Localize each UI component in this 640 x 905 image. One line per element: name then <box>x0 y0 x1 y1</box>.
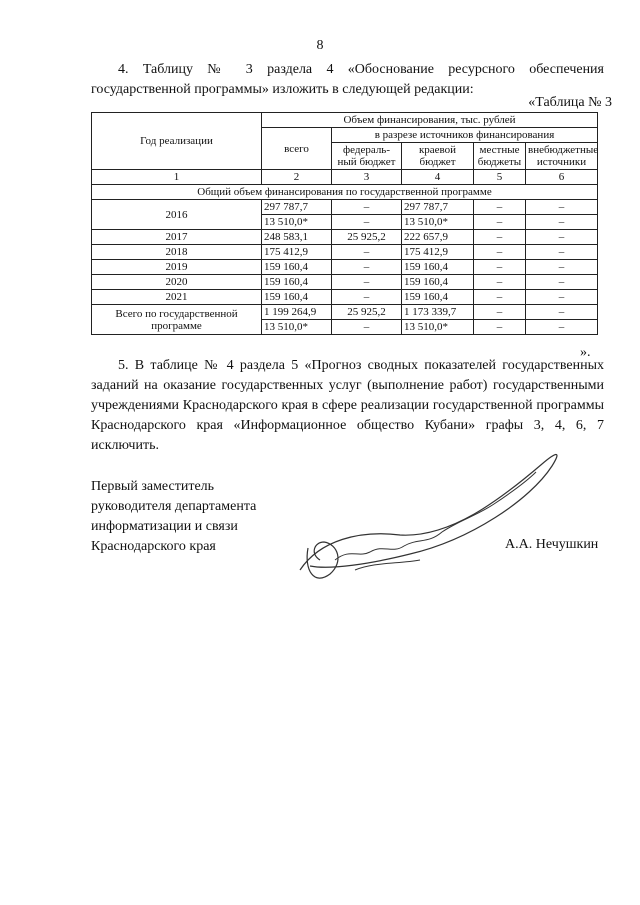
section-title: Общий объем финансирования по государственной программе <box>92 185 598 200</box>
header-total: всего <box>262 128 332 170</box>
federal-cell: 25 925,2 <box>332 305 402 320</box>
local-cell: – <box>474 275 526 290</box>
extra-cell: – <box>526 230 598 245</box>
local-cell: – <box>474 245 526 260</box>
year-cell: 2016 <box>92 200 262 230</box>
federal-cell: – <box>332 200 402 215</box>
table-row <box>92 290 598 305</box>
paragraph-5: 5. В таблице № 4 раздела 5 «Прогноз сводных показателей государственных заданий на оказание государственных услуг (выполнение работ) государственными учреждениями Краснодарского края в сфере реализации государственной программы Краснодарского края «Информационное общество Кубани» графы 3, 4, 6, 7 исключить. <box>91 358 604 453</box>
extra-cell: – <box>526 305 598 320</box>
federal-cell: – <box>332 275 402 290</box>
local-cell: – <box>474 200 526 215</box>
extra-cell: – <box>526 200 598 215</box>
local-cell: – <box>474 320 526 335</box>
paragraph-4: 4. Таблицу № 3 раздела 4 «Обоснование ресурсного обеспечения государственной программы» изложить в следующей редакции: <box>91 62 604 97</box>
column-number: 1 <box>92 170 262 185</box>
column-number: 3 <box>332 170 402 185</box>
total-cell: 159 160,4 <box>262 260 332 275</box>
total-cell: 13 510,0* <box>262 215 332 230</box>
local-cell: – <box>474 260 526 275</box>
table-row <box>92 305 598 320</box>
local-cell: – <box>474 290 526 305</box>
regional-cell: 159 160,4 <box>402 275 474 290</box>
header-local: местные бюджеты <box>474 143 526 170</box>
page-number: 8 <box>316 38 324 53</box>
federal-cell: – <box>332 245 402 260</box>
total-cell: 175 412,9 <box>262 245 332 260</box>
header-sources: в разрезе источников финансирования <box>332 128 598 143</box>
signatory-title-line: руководителя департамента <box>91 499 257 514</box>
handwritten-signature <box>280 420 570 595</box>
extra-cell: – <box>526 275 598 290</box>
signatory-title-line: Краснодарского края <box>91 539 216 554</box>
signatory-title-line: Первый заместитель <box>91 479 215 494</box>
signatory-name: А.А. Нечушкин <box>505 537 599 552</box>
header-federal: федераль-ный бюджет <box>332 143 402 170</box>
extra-cell: – <box>526 245 598 260</box>
regional-cell: 13 510,0* <box>402 215 474 230</box>
regional-cell: 175 412,9 <box>402 245 474 260</box>
year-cell: 2019 <box>92 260 262 275</box>
header-volume: Объем финансирования, тыс. рублей <box>262 113 598 128</box>
table-row <box>92 230 598 245</box>
local-cell: – <box>474 215 526 230</box>
extra-cell: – <box>526 320 598 335</box>
regional-cell: 159 160,4 <box>402 290 474 305</box>
table-row <box>92 260 598 275</box>
year-cell: 2021 <box>92 290 262 305</box>
local-cell: – <box>474 305 526 320</box>
total-cell: 1 199 264,9 <box>262 305 332 320</box>
header-year: Год реализации <box>92 113 262 170</box>
column-number: 6 <box>526 170 598 185</box>
total-cell: 13 510,0* <box>262 320 332 335</box>
federal-cell: – <box>332 215 402 230</box>
local-cell: – <box>474 230 526 245</box>
extra-cell: – <box>526 290 598 305</box>
column-number: 2 <box>262 170 332 185</box>
extra-cell: – <box>526 215 598 230</box>
total-cell: 159 160,4 <box>262 275 332 290</box>
table-end-quote: ». <box>580 345 591 360</box>
regional-cell: 297 787,7 <box>402 200 474 215</box>
column-number: 5 <box>474 170 526 185</box>
total-label-cell: Всего по государственной программе <box>92 305 262 335</box>
total-cell: 297 787,7 <box>262 200 332 215</box>
signatory-title <box>91 477 256 557</box>
regional-cell: 222 657,9 <box>402 230 474 245</box>
federal-cell: – <box>332 290 402 305</box>
table-caption: «Таблица № 3 <box>528 95 612 110</box>
regional-cell: 159 160,4 <box>402 260 474 275</box>
extra-cell: – <box>526 260 598 275</box>
column-number: 4 <box>402 170 474 185</box>
header-extra: внебюджетные источники <box>526 143 598 170</box>
regional-cell: 13 510,0* <box>402 320 474 335</box>
regional-cell: 1 173 339,7 <box>402 305 474 320</box>
year-cell: 2020 <box>92 275 262 290</box>
federal-cell: – <box>332 260 402 275</box>
table-row <box>92 275 598 290</box>
financing-table <box>91 112 598 335</box>
federal-cell: – <box>332 320 402 335</box>
column-number-row <box>92 170 598 185</box>
federal-cell: 25 925,2 <box>332 230 402 245</box>
year-cell: 2017 <box>92 230 262 245</box>
header-regional: краевой бюджет <box>402 143 474 170</box>
table-row <box>92 200 598 215</box>
table-row <box>92 245 598 260</box>
total-cell: 248 583,1 <box>262 230 332 245</box>
year-cell: 2018 <box>92 245 262 260</box>
total-cell: 159 160,4 <box>262 290 332 305</box>
signatory-title-line: информатизации и связи <box>91 519 238 534</box>
